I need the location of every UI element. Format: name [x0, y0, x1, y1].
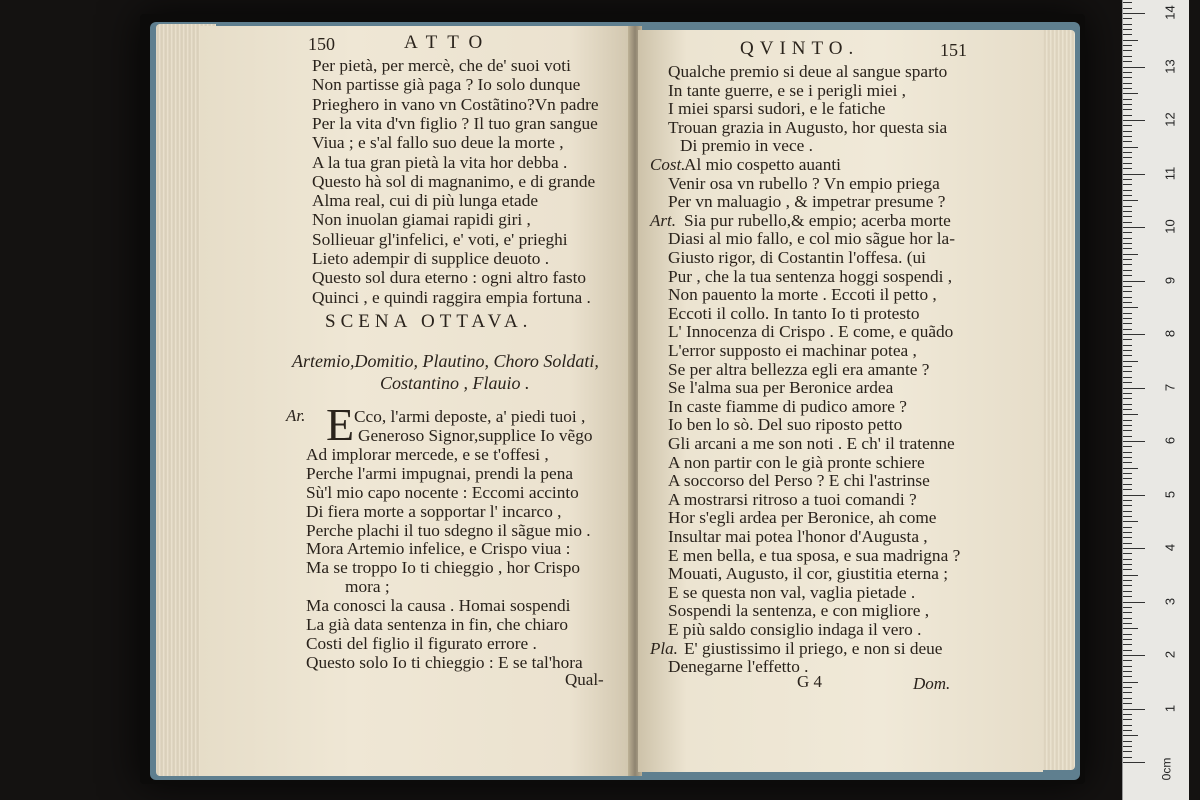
- ruler-tick: [1123, 222, 1132, 223]
- ruler-tick: [1123, 83, 1132, 84]
- characters-line-1: Artemio,Domitio, Plautino, Choro Soldati,: [292, 351, 599, 371]
- ruler-tick: [1123, 612, 1132, 613]
- speaker-label: Pla.: [650, 638, 678, 658]
- ruler-tick: [1123, 505, 1132, 506]
- right-verse-line: Se per altra bellezza egli era amante ?: [668, 359, 930, 379]
- ruler-number: 3: [1162, 597, 1178, 605]
- right-verse-line: Di premio in vece .: [680, 136, 813, 156]
- left-speech-line: Ma se troppo Io ti chieggio , hor Crispo: [306, 558, 581, 578]
- ruler-tick: [1123, 655, 1145, 656]
- signature-mark: G 4: [797, 672, 823, 691]
- ruler-tick: [1123, 644, 1132, 645]
- right-verse-line: Insultar mai potea l'honor d'Augusta ,: [668, 527, 928, 546]
- left-verse-line: Per la vita d'vn figlio ? Il tuo gran sangue: [312, 113, 598, 133]
- ruler-tick: [1123, 152, 1132, 153]
- ruler-tick: [1123, 532, 1132, 533]
- right-verse-line: Non pauento la morte . Eccoti il petto ,: [668, 285, 937, 305]
- right-verse-line: In caste fiamme di pudico amore ?: [668, 396, 907, 416]
- ruler-tick: [1123, 24, 1132, 25]
- left-speech-line: Costi del figlio il figurato errore .: [306, 633, 537, 653]
- ruler-tick: [1123, 559, 1132, 560]
- ruler-tick: [1123, 259, 1132, 260]
- ruler-tick: [1123, 580, 1132, 581]
- ruler-tick: [1123, 585, 1132, 586]
- ruler-tick: [1123, 206, 1132, 207]
- ruler-tick: [1123, 703, 1132, 704]
- ruler-tick: [1123, 441, 1145, 442]
- right-verse-line: Trouan grazia in Augusto, hor questa sia: [668, 117, 948, 137]
- ruler-number: 11: [1162, 166, 1178, 180]
- ruler-tick: [1123, 709, 1145, 710]
- ruler-tick: [1123, 666, 1132, 667]
- ruler-tick: [1123, 350, 1132, 351]
- ruler-tick: [1123, 725, 1132, 726]
- ruler-tick: [1123, 270, 1132, 271]
- right-verse-line: Qualche premio si deue al sangue sparto: [668, 62, 948, 81]
- scene-title: SCENA OTTAVA.: [325, 311, 533, 332]
- ruler-tick: [1123, 323, 1132, 324]
- ruler-tick: [1123, 275, 1132, 276]
- ruler-tick: [1123, 425, 1132, 426]
- ruler-tick: [1123, 452, 1132, 453]
- ruler-tick: [1123, 93, 1138, 94]
- ruler-tick: [1123, 741, 1132, 742]
- ruler-number: 9: [1162, 276, 1178, 284]
- ruler-number: 4: [1162, 543, 1178, 552]
- ruler-tick: [1123, 521, 1138, 522]
- ruler-tick: [1123, 147, 1138, 148]
- right-verse-line: Sospendi la sentenza, e con migliore ,: [668, 601, 930, 621]
- right-verse-line: E' giustissimo il priego, e non si deue: [684, 638, 943, 658]
- ruler-tick: [1123, 660, 1132, 661]
- right-verse-line: Pur , che la tua sentenza hoggi sospendi ,: [668, 266, 953, 286]
- ruler-tick: [1123, 243, 1132, 244]
- ruler-tick: [1123, 484, 1132, 485]
- right-verse-line: Gli arcani a me son noti . E ch' il tratenne: [668, 434, 955, 453]
- ruler-tick: [1123, 45, 1132, 46]
- ruler-tick: [1123, 511, 1132, 512]
- ruler-tick: [1123, 179, 1132, 180]
- speaker-label: Art.: [650, 210, 676, 230]
- ruler-tick: [1123, 195, 1132, 196]
- left-speech-line: Questo solo Io ti chieggio : E se tal'hora: [306, 652, 583, 672]
- ruler-tick: [1123, 334, 1145, 335]
- ruler-tick: [1123, 762, 1145, 763]
- ruler-tick: [1123, 751, 1132, 752]
- right-verse-line: Mouati, Augusto, il cor, giustitia eterna ;: [668, 564, 949, 584]
- right-verse-line: Venir osa vn rubello ? Vn empio priega: [668, 173, 940, 193]
- ruler-tick: [1123, 286, 1132, 287]
- ruler-tick: [1123, 650, 1132, 651]
- ruler-tick: [1123, 393, 1132, 394]
- right-verse-line: A non partir con le già pronte schiere: [668, 452, 925, 472]
- ruler-tick: [1123, 67, 1145, 68]
- ruler-tick: [1123, 29, 1132, 30]
- left-speech-line: Generoso Signor,supplice Io vẽgo: [358, 426, 593, 445]
- left-speech-line: Perche plachi il tuo sdegno il sãgue mio .: [306, 520, 591, 540]
- speaker-label: Cost.: [650, 155, 686, 174]
- right-verse-line: I miei sparsi sudori, e le fatiche: [668, 99, 886, 119]
- left-speech-line: Mora Artemio infelice, e Crispo viua :: [306, 539, 571, 559]
- right-page-number: 151: [940, 40, 967, 60]
- ruler-tick: [1123, 216, 1132, 217]
- ruler-tick: [1123, 104, 1132, 105]
- ruler-number: 6: [1162, 436, 1178, 445]
- ruler-tick: [1123, 457, 1132, 458]
- ruler-tick: [1123, 13, 1145, 14]
- ruler-tick: [1123, 302, 1132, 303]
- right-verse-line: Diasi al mio fallo, e col mio sãgue hor la-: [668, 229, 955, 249]
- ruler-tick: [1123, 446, 1132, 447]
- left-page-number: 150: [308, 34, 335, 54]
- right-verse-line: Hor s'egli ardea per Beronice, ah come: [668, 508, 937, 528]
- right-running-head: QVINTO.: [740, 38, 860, 59]
- ruler-number: 5: [1162, 490, 1178, 498]
- ruler-tick: [1123, 719, 1132, 720]
- ruler-tick: [1123, 746, 1132, 747]
- ruler-tick: [1123, 676, 1132, 677]
- ruler-number: 2: [1162, 650, 1178, 659]
- ruler-tick: [1123, 366, 1132, 367]
- ruler-tick: [1123, 254, 1138, 255]
- right-verse-line: Giusto rigor, di Costantin l'offesa. (ui: [668, 248, 926, 267]
- ruler-tick: [1123, 307, 1138, 308]
- ruler-tick: [1123, 682, 1138, 683]
- ruler-tick: [1123, 575, 1138, 576]
- left-verse-line: Questo sol dura eterno : ogni altro fasto: [312, 268, 587, 288]
- ruler-tick: [1123, 157, 1132, 158]
- ruler-tick: [1123, 297, 1132, 298]
- ruler-tick: [1123, 596, 1132, 597]
- ruler-tick: [1123, 115, 1132, 116]
- ruler-tick: [1123, 543, 1132, 544]
- left-speech-line: mora ;: [345, 577, 390, 597]
- ruler-number: 13: [1162, 58, 1178, 74]
- ruler-tick: [1123, 388, 1145, 389]
- ruler-tick: [1123, 227, 1145, 228]
- ruler-tick: [1123, 468, 1138, 469]
- right-verse-line: A soccorso del Perso ? E chi l'astrinse: [668, 471, 930, 491]
- ruler-tick: [1123, 698, 1132, 699]
- ruler-tick: [1123, 88, 1132, 89]
- ruler-tick: [1123, 109, 1132, 110]
- speaker-label: Ar.: [286, 406, 306, 425]
- ruler-tick: [1123, 61, 1132, 62]
- ruler-tick: [1123, 478, 1132, 479]
- ruler-tick: [1123, 120, 1145, 121]
- ruler-tick: [1123, 18, 1132, 19]
- right-catchword: Dom.: [913, 674, 951, 693]
- ruler-tick: [1123, 495, 1145, 496]
- ruler-number: 7: [1162, 383, 1178, 391]
- ruler-tick: [1123, 516, 1132, 517]
- ruler-tick: [1123, 398, 1132, 399]
- ruler-tick: [1123, 377, 1132, 378]
- ruler-tick: [1123, 99, 1132, 100]
- ruler-tick: [1123, 473, 1132, 474]
- ruler-tick: [1123, 420, 1132, 421]
- ruler-tick: [1123, 40, 1138, 41]
- ruler-tick: [1123, 168, 1132, 169]
- left-verse-line: Viua ; e s'al fallo suo deue la morte ,: [312, 133, 564, 153]
- left-catchword: Qual-: [565, 670, 604, 689]
- right-verse-line: Per vn maluagio , & impetrar presume ?: [668, 192, 946, 212]
- left-speech-line: La già data sentenza in fin, che chiaro: [306, 615, 568, 634]
- ruler-tick: [1123, 618, 1132, 619]
- left-verse-line: Questo hà sol di magnanimo, e di grande: [312, 171, 596, 191]
- ruler-tick: [1123, 430, 1132, 431]
- ruler-tick: [1123, 607, 1132, 608]
- left-verse-line: Per pietà, per mercè, che de' suoi voti: [312, 56, 571, 75]
- ruler-number: 8: [1162, 329, 1178, 338]
- ruler-tick: [1123, 537, 1132, 538]
- ruler-tick: [1123, 409, 1132, 410]
- ruler-tick: [1123, 200, 1138, 201]
- ruler-tick: [1123, 264, 1132, 265]
- right-verse-line: Eccoti il collo. In tanto Io ti protesto: [668, 303, 920, 323]
- ruler-tick: [1123, 591, 1132, 592]
- ruler-tick: [1123, 345, 1132, 346]
- ruler-tick: [1123, 72, 1132, 73]
- ruler-number: 1: [1162, 704, 1178, 712]
- ruler-tick: [1123, 77, 1132, 78]
- left-verse-line: Prieghero in vano vn Costãtino?Vn padre: [312, 94, 599, 114]
- ruler-tick: [1123, 634, 1132, 635]
- ruler-tick: [1123, 623, 1132, 624]
- ruler-tick: [1123, 730, 1132, 731]
- left-verse-line: Quinci , e quindi raggira empia fortuna .: [312, 287, 591, 307]
- ruler-unit-label: 0cm: [1159, 757, 1174, 781]
- left-speech-line: Ad implorar mercede, e se t'offesi ,: [306, 444, 549, 464]
- ruler-tick: [1123, 404, 1132, 405]
- characters-line-2: Costantino , Flauio .: [380, 373, 530, 393]
- ruler-tick: [1123, 125, 1132, 126]
- ruler-tick: [1123, 34, 1132, 35]
- ruler-tick: [1123, 714, 1132, 715]
- ruler-tick: [1123, 56, 1132, 57]
- ruler-tick: [1123, 281, 1145, 282]
- ruler-tick: [1123, 692, 1132, 693]
- ruler-tick: [1123, 462, 1132, 463]
- drop-cap: E: [326, 399, 355, 450]
- ruler-tick: [1123, 500, 1132, 501]
- ruler-tick: [1123, 757, 1132, 758]
- left-verse-line: Non partisse già paga ? Io solo dunque: [312, 75, 581, 95]
- ruler-tick: [1123, 232, 1132, 233]
- left-verse-line: A la tua gran pietà la vita hor debba .: [312, 152, 568, 172]
- ruler-tick: [1123, 735, 1138, 736]
- ruler-tick: [1123, 131, 1132, 132]
- ruler-tick: [1123, 211, 1132, 212]
- first-speech-line: Cco, l'armi deposte, a' piedi tuoi ,: [354, 407, 586, 426]
- ruler-tick: [1123, 238, 1132, 239]
- ruler-tick: [1123, 671, 1132, 672]
- ruler-tick: [1123, 639, 1132, 640]
- ruler-tick: [1123, 527, 1132, 528]
- ruler-number: 12: [1162, 112, 1178, 127]
- ruler-number: 14: [1162, 5, 1178, 20]
- ruler-tick: [1123, 569, 1132, 570]
- ruler-tick: [1123, 2, 1132, 3]
- ruler-tick: [1123, 291, 1132, 292]
- right-verse-line: L' Innocenza di Crispo . E come, e quãdo: [668, 322, 954, 342]
- right-verse-line: Io ben lo sò. Del suo riposto petto: [668, 415, 903, 435]
- ruler-tick: [1123, 248, 1132, 249]
- ruler-tick: [1123, 318, 1132, 319]
- ruler-tick: [1123, 489, 1132, 490]
- right-verse-line: A mostrarsi ritroso a tuoi comandi ?: [668, 489, 917, 509]
- left-verse-line: Alma real, cui di più lunga etade: [312, 191, 539, 211]
- ruler-tick: [1123, 313, 1132, 314]
- ruler-tick: [1123, 163, 1132, 164]
- ruler-tick: [1123, 174, 1145, 175]
- ruler-tick: [1123, 414, 1138, 415]
- ruler-tick: [1123, 687, 1132, 688]
- ruler-tick: [1123, 436, 1132, 437]
- ruler-number: 10: [1162, 219, 1178, 234]
- left-speech-line: Sù'l mio capo nocente : Eccomi accinto: [306, 482, 579, 502]
- right-verse-line: L'error supposto ei machinar potea ,: [668, 341, 917, 360]
- right-verse-line: Se l'alma sua per Beronice ardea: [668, 378, 894, 398]
- left-speech-line: Di fiera morte a sopportar l' incarco ,: [306, 501, 562, 521]
- ruler-tick: [1123, 371, 1132, 372]
- measurement-ruler: [1122, 0, 1189, 800]
- right-verse-line: Al mio cospetto auanti: [684, 155, 841, 174]
- ruler-tick: [1123, 136, 1132, 137]
- ruler-tick: [1123, 355, 1132, 356]
- left-speech-line: Perche l'armi impugnai, prendi la pena: [306, 463, 574, 483]
- left-speech-line: Ma conosci la causa . Homai sospendi: [306, 596, 571, 616]
- ruler-tick: [1123, 339, 1132, 340]
- ruler-tick: [1123, 628, 1138, 629]
- ruler-tick: [1123, 190, 1132, 191]
- right-verse-line: Sia pur rubello,& empio; acerba morte: [684, 210, 951, 230]
- ruler-tick: [1123, 50, 1132, 51]
- right-verse-line: E men bella, e tua sposa, e sua madrigna ?: [668, 545, 961, 565]
- ruler-tick: [1123, 553, 1132, 554]
- right-verse-line: E se questa non val, vaglia pietade .: [668, 582, 916, 602]
- ruler-tick: [1123, 564, 1132, 565]
- ruler-tick: [1123, 141, 1132, 142]
- left-running-head: ATTO: [404, 32, 493, 53]
- ruler-tick: [1123, 548, 1145, 549]
- ruler-tick: [1123, 382, 1132, 383]
- ruler-tick: [1123, 184, 1132, 185]
- left-verse-line: Lieto adempir di supplice deuoto .: [312, 249, 550, 268]
- ruler-tick: [1123, 329, 1132, 330]
- right-verse-line: E più saldo consiglio indaga il vero .: [668, 620, 922, 639]
- ruler-tick: [1123, 602, 1145, 603]
- ruler-tick: [1123, 361, 1138, 362]
- left-verse-line: Non inuolan giamai rapidi giri ,: [312, 210, 531, 230]
- right-verse-line: Denegarne l'effetto .: [668, 657, 809, 677]
- left-verse-line: Sollieuar gl'infelici, e' voti, e' prieghi: [312, 229, 568, 249]
- right-verse-line: In tante guerre, e se i perigli miei ,: [668, 80, 907, 100]
- ruler-tick: [1123, 8, 1132, 9]
